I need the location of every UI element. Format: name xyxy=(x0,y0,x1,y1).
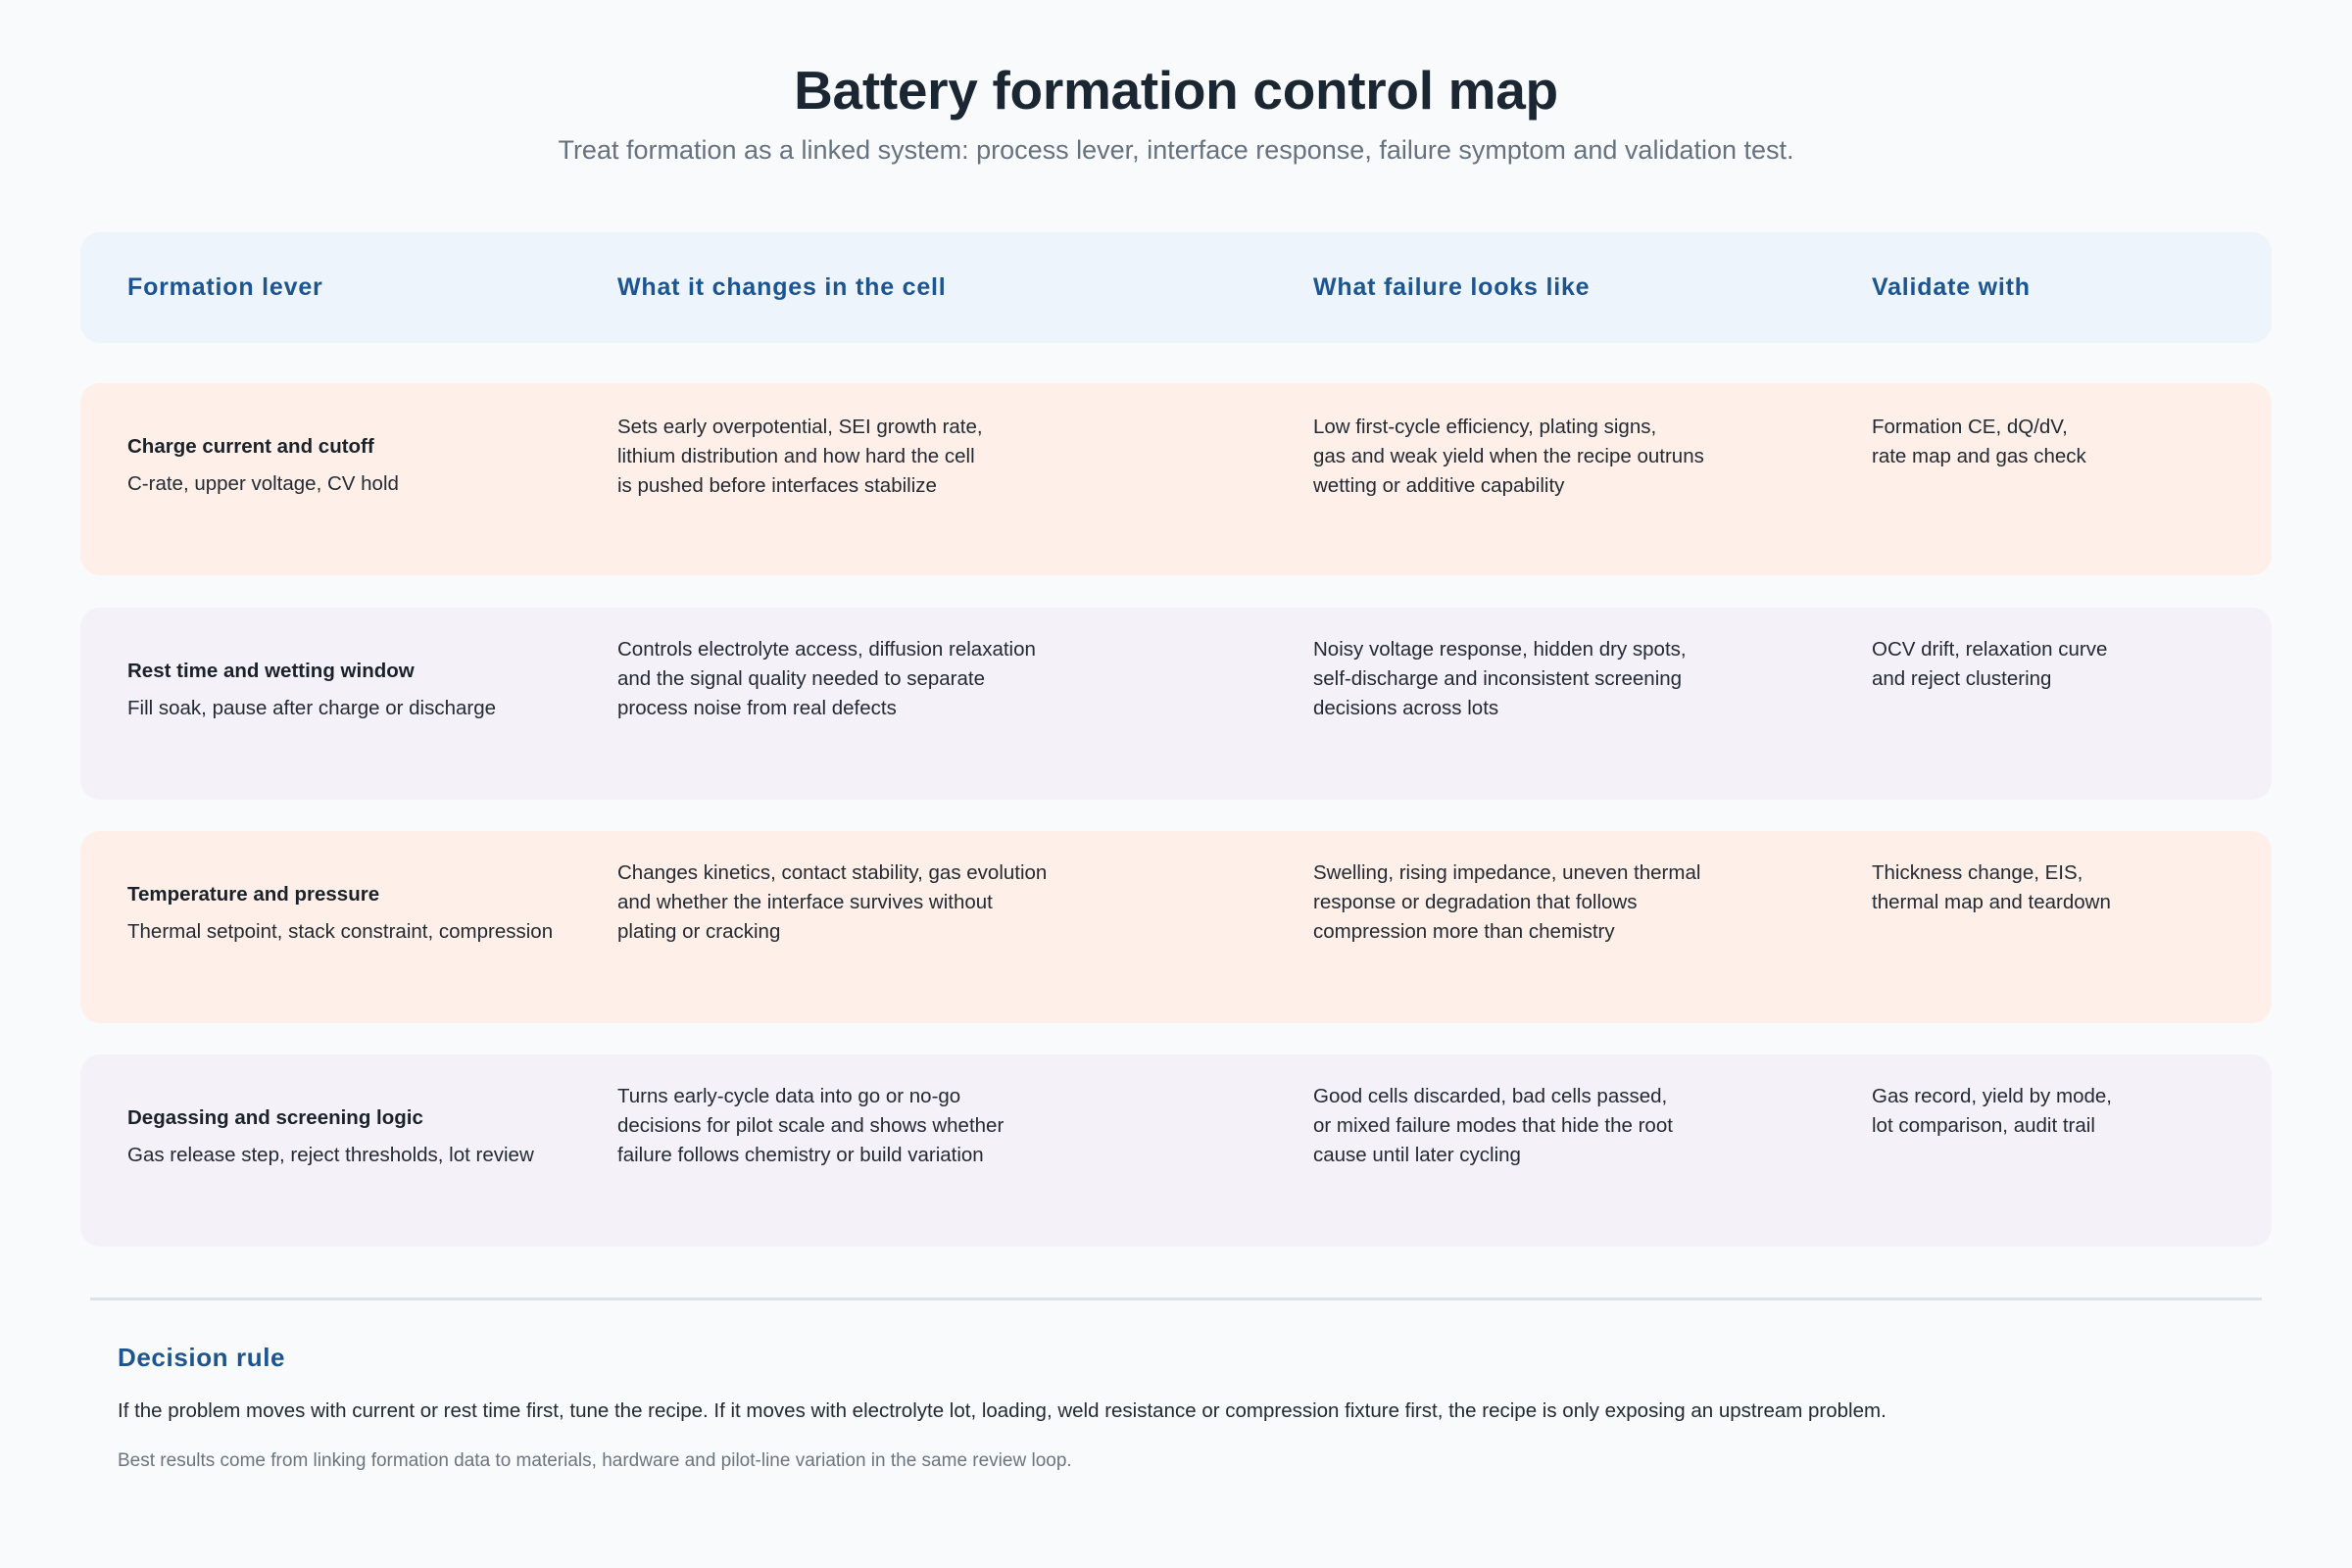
lever-title: Charge current and cutoff xyxy=(127,435,374,458)
changes-cell: Changes kinetics, contact stability, gas evolution and whether the interface survives without plating or cracking xyxy=(617,861,1048,943)
table-row xyxy=(80,608,2272,800)
table-header xyxy=(80,232,2272,343)
lever-cell xyxy=(127,432,399,499)
lever-title: Degassing and screening logic xyxy=(127,1106,423,1129)
lever-subtitle: Thermal setpoint, stack constraint, compression xyxy=(127,920,554,943)
lever-cell xyxy=(127,657,496,723)
table-row xyxy=(80,1054,2272,1247)
failure-cell: Noisy voltage response, hidden dry spots, self-discharge and inconsistent screening decisions across lots xyxy=(1313,638,1687,719)
lever-title: Rest time and wetting window xyxy=(127,660,415,682)
lever-title: Temperature and pressure xyxy=(127,883,380,906)
decision-rule-text: If the problem moves with current or rest time first, tune the recipe. If it moves with electrolyte lot, loading, weld resistance or compression fixture first, the recipe is only exposing an upstream problem. xyxy=(118,1399,1886,1422)
validate-cell: OCV drift, relaxation curve and reject clustering xyxy=(1872,638,2108,690)
decision-rule-title: Decision rule xyxy=(118,1343,286,1372)
table-row xyxy=(80,831,2272,1023)
validate-cell: Thickness change, EIS, thermal map and teardown xyxy=(1872,861,2111,913)
validate-cell: Gas record, yield by mode, lot comparison, audit trail xyxy=(1872,1085,2112,1137)
column-header-lever: Formation lever xyxy=(127,273,323,301)
failure-cell: Low first-cycle efficiency, plating signs, gas and weak yield when the recipe outruns wetting or additive capability xyxy=(1313,416,1704,497)
decision-rule-note: Best results come from linking formation data to materials, hardware and pilot-line variation in the same review loop. xyxy=(118,1450,1072,1471)
section-divider xyxy=(90,1298,2262,1300)
column-header-changes: What it changes in the cell xyxy=(617,273,947,301)
page-title: Battery formation control map xyxy=(794,60,1558,121)
page-subtitle: Treat formation as a linked system: process lever, interface response, failure symptom and validation test. xyxy=(558,135,1794,165)
column-header-validate: Validate with xyxy=(1872,273,2031,301)
changes-cell: Sets early overpotential, SEI growth rate, lithium distribution and how hard the cell is pushed before interfaces stabilize xyxy=(617,416,983,497)
lever-cell xyxy=(127,880,553,947)
changes-cell: Turns early-cycle data into go or no-go decisions for pilot scale and shows whether failure follows chemistry or build variation xyxy=(617,1085,1004,1166)
column-header-failure: What failure looks like xyxy=(1313,273,1591,301)
table-row xyxy=(80,383,2272,575)
lever-subtitle: C-rate, upper voltage, CV hold xyxy=(127,472,399,495)
changes-cell: Controls electrolyte access, diffusion relaxation and the signal quality needed to separate process noise from real defects xyxy=(617,638,1036,719)
failure-cell: Swelling, rising impedance, uneven thermal response or degradation that follows compression more than chemistry xyxy=(1313,861,1701,943)
failure-cell: Good cells discarded, bad cells passed, or mixed failure modes that hide the root cause until later cycling xyxy=(1313,1085,1673,1166)
lever-cell xyxy=(127,1103,534,1170)
lever-subtitle: Gas release step, reject thresholds, lot review xyxy=(127,1144,534,1166)
validate-cell: Formation CE, dQ/dV, rate map and gas check xyxy=(1872,416,2086,467)
lever-subtitle: Fill soak, pause after charge or discharge xyxy=(127,697,497,719)
